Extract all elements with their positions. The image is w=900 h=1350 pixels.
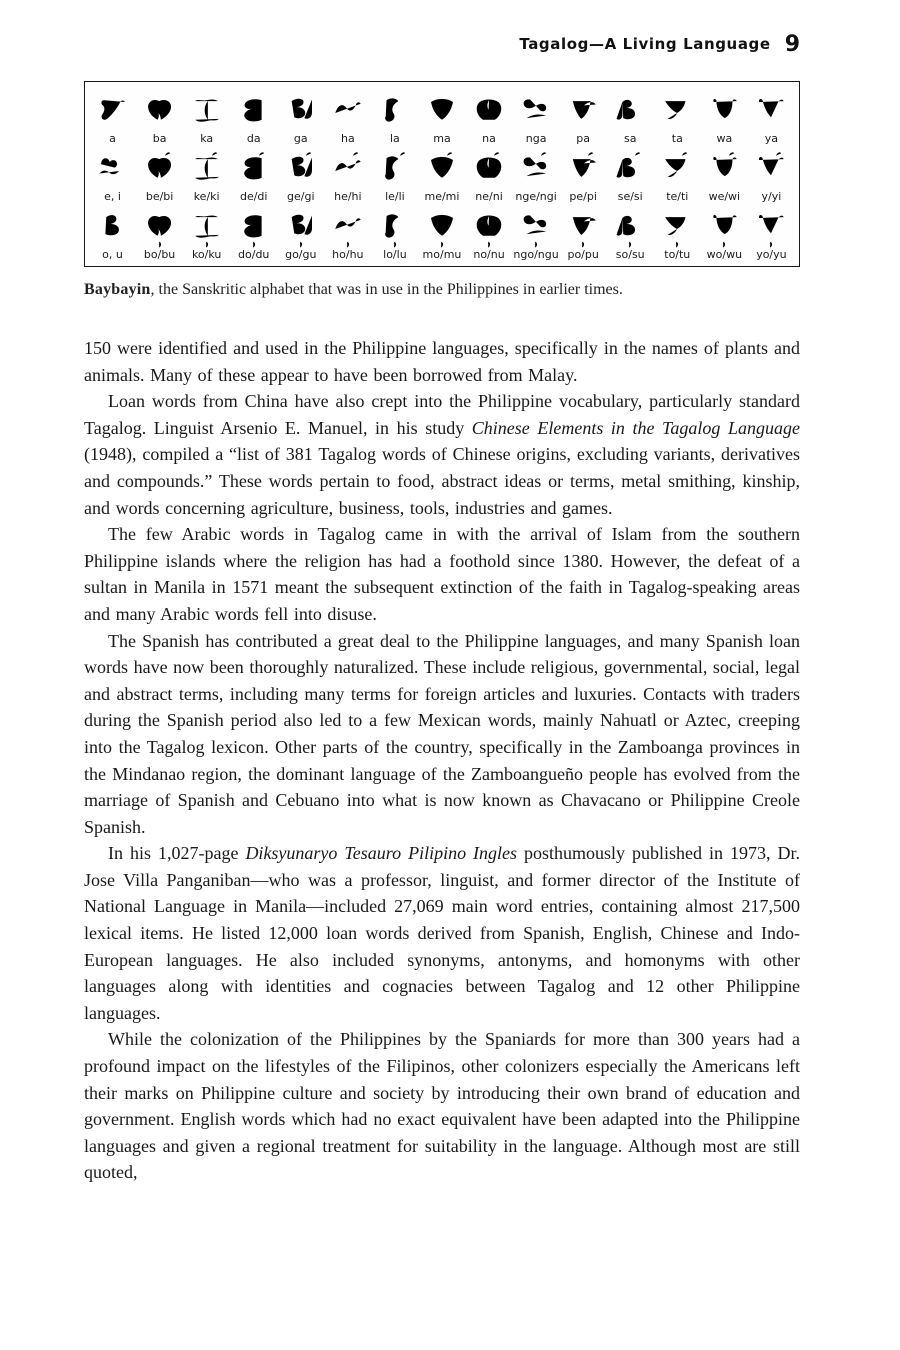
- glyph-label: ho/hu: [332, 248, 364, 261]
- baybayin-glyph-wa-icon: [705, 149, 743, 193]
- glyph-label: he/hi: [334, 190, 362, 203]
- baybayin-cell: [513, 91, 560, 149]
- baybayin-glyph-nga-icon: [517, 91, 555, 135]
- text-run: The Spanish has contributed a great deal to the Philippine languages, and many Spanish loan words have now been thoroughly naturalized. These include religious, governmental, social, legal and abstract terms, including many terms for foreign articles and luxuries. Contacts with traders during the Spanish period also led to a few Mexican words, mainly Nahuatl or Aztec, creeping into the Tagalog lexicon. Other parts of the country, specifically in the Zamboanga provinces in the Mindanao region, the dominant language of the Zamboangueño people has evolved from the marriage of Spanish and Cebuano into what is now known as Chavacano or Philippine Creole Spanish.: [84, 630, 800, 837]
- italic-title: Diksyunaryo Tesauro Pilipino Ingles: [245, 843, 518, 864]
- baybayin-glyph-ya-icon: [752, 207, 790, 251]
- baybayin-cell: [748, 149, 795, 207]
- glyph-label: bo/bu: [143, 248, 176, 261]
- baybayin-glyph-ka-icon: [188, 207, 226, 251]
- baybayin-glyph-la-icon: [376, 91, 414, 135]
- baybayin-glyph-na-icon: [470, 91, 508, 135]
- baybayin-glyph-o_u-icon: [94, 207, 132, 251]
- baybayin-cell: [183, 149, 230, 207]
- glyph-label: na: [482, 132, 496, 145]
- page-header: [84, 32, 800, 57]
- glyph-label: y/yi: [761, 190, 782, 203]
- glyph-label: nge/ngi: [515, 190, 557, 203]
- baybayin-cell: [560, 91, 607, 149]
- baybayin-cell: [607, 207, 654, 265]
- glyph-label: se/si: [617, 190, 643, 203]
- italic-title: Chinese Elements in the Tagalog Language: [471, 417, 800, 438]
- baybayin-cell: [654, 207, 701, 265]
- baybayin-row-3: [89, 207, 795, 265]
- glyph-label: be/bi: [145, 190, 174, 203]
- glyph-label: la: [390, 132, 400, 145]
- baybayin-glyph-da-icon: [235, 91, 273, 135]
- baybayin-cell: [466, 149, 513, 207]
- glyph-label: pa: [576, 132, 591, 145]
- baybayin-cell: [513, 207, 560, 265]
- baybayin-cell: [136, 207, 183, 265]
- glyph-label: ka: [200, 132, 214, 145]
- baybayin-glyph-pa-icon: [564, 207, 602, 251]
- baybayin-cell: [418, 149, 465, 207]
- paragraph: [84, 628, 800, 841]
- baybayin-glyph-pa-icon: [564, 91, 602, 135]
- glyph-label: e, i: [104, 190, 121, 203]
- baybayin-glyph-ta-icon: [658, 207, 696, 251]
- baybayin-cell: [324, 149, 371, 207]
- baybayin-glyph-nga-icon: [517, 149, 555, 193]
- glyph-label: wo/wu: [706, 248, 743, 261]
- glyph-label: le/li: [385, 190, 405, 203]
- baybayin-glyph-la-icon: [376, 149, 414, 193]
- baybayin-cell: [230, 149, 277, 207]
- baybayin-glyph-ba-icon: [141, 149, 179, 193]
- running-title: Tagalog—A Living Language: [519, 35, 771, 53]
- baybayin-cell: [607, 91, 654, 149]
- baybayin-glyph-wa-icon: [705, 207, 743, 251]
- baybayin-cell: [371, 207, 418, 265]
- glyph-label: sa: [623, 132, 637, 145]
- glyph-label: we/wi: [708, 190, 741, 203]
- baybayin-glyph-sa-icon: [611, 149, 649, 193]
- body-text: [84, 335, 800, 1186]
- baybayin-glyph-ka-icon: [188, 149, 226, 193]
- baybayin-glyph-ba-icon: [141, 207, 179, 251]
- baybayin-cell: [654, 149, 701, 207]
- glyph-label: mo/mu: [422, 248, 462, 261]
- baybayin-glyph-ta-icon: [658, 149, 696, 193]
- baybayin-glyph-na-icon: [470, 207, 508, 251]
- glyph-label: ngo/ngu: [513, 248, 559, 261]
- text-run: While the colonization of the Philippines by the Spaniards for more than 300 years had a profound impact on the lifestyles of the Filipinos, other colonizers especially the Americans left their marks on Philippine culture and society by introducing their own brand of education and government. English words which had no exact equivalent have been adapted into the Philippine languages and given a regional treatment for suitability in the language. Although most are still quoted,: [84, 1029, 800, 1183]
- baybayin-cell: [607, 149, 654, 207]
- baybayin-cell: [89, 149, 136, 207]
- glyph-label: so/su: [615, 248, 645, 261]
- baybayin-glyph-nga-icon: [517, 207, 555, 251]
- baybayin-glyph-la-icon: [376, 207, 414, 251]
- baybayin-glyph-sa-icon: [611, 91, 649, 135]
- glyph-label: a: [109, 132, 116, 145]
- glyph-label: yo/yu: [756, 248, 787, 261]
- text-run: The few Arabic words in Tagalog came in with the arrival of Islam from the southern Philippine islands where the religion has had a foothold since 1380. However, the defeat of a sultan in Manila in 1571 meant the subsequent extinction of the faith in Tagalog-speaking areas and many Arabic words fell into disuse.: [84, 524, 800, 624]
- baybayin-glyph-ga-icon: [282, 207, 320, 251]
- baybayin-glyph-ba-icon: [141, 91, 179, 135]
- glyph-label: te/ti: [666, 190, 689, 203]
- baybayin-row-1: [89, 91, 795, 149]
- baybayin-cell: [560, 207, 607, 265]
- baybayin-cell: [324, 207, 371, 265]
- caption-lead: Baybayin: [84, 281, 151, 298]
- baybayin-cell: [466, 91, 513, 149]
- baybayin-glyph-ma-icon: [423, 207, 461, 251]
- baybayin-glyph-ma-icon: [423, 91, 461, 135]
- baybayin-cell: [277, 149, 324, 207]
- page-number: 9: [784, 32, 800, 57]
- glyph-label: ko/ku: [191, 248, 222, 261]
- glyph-label: ta: [671, 132, 683, 145]
- glyph-label: do/du: [238, 248, 270, 261]
- baybayin-glyph-ga-icon: [282, 149, 320, 193]
- glyph-label: ne/ni: [475, 190, 503, 203]
- glyph-label: ge/gi: [287, 190, 315, 203]
- baybayin-glyph-da-icon: [235, 207, 273, 251]
- baybayin-glyph-a-icon: [94, 91, 132, 135]
- baybayin-glyph-ya-icon: [752, 91, 790, 135]
- baybayin-glyph-wa-icon: [705, 91, 743, 135]
- baybayin-cell: [89, 91, 136, 149]
- glyph-label: go/gu: [285, 248, 317, 261]
- baybayin-glyph-pa-icon: [564, 149, 602, 193]
- baybayin-glyph-na-icon: [470, 149, 508, 193]
- paragraph: [84, 388, 800, 521]
- baybayin-glyph-ha-icon: [329, 149, 367, 193]
- glyph-label: o, u: [102, 248, 123, 261]
- baybayin-glyph-sa-icon: [611, 207, 649, 251]
- baybayin-cell: [701, 91, 748, 149]
- baybayin-glyph-ka-icon: [188, 91, 226, 135]
- glyph-label: ha: [340, 132, 355, 145]
- text-run: (1948), compiled a “list of 381 Tagalog words of Chinese origins, excluding variants, derivatives and compounds.” These words pertain to food, abstract ideas or terms, metal smithing, kinship, and words concerning agriculture, business, tools, industries and games.: [84, 444, 800, 518]
- paragraph: [84, 840, 800, 1026]
- baybayin-glyph-ha-icon: [329, 91, 367, 135]
- baybayin-cell: [183, 207, 230, 265]
- baybayin-cell: [418, 207, 465, 265]
- glyph-label: po/pu: [567, 248, 599, 261]
- glyph-label: da: [246, 132, 261, 145]
- figure-caption: [84, 281, 800, 299]
- glyph-label: wa: [716, 132, 733, 145]
- text-run: posthumously published in 1973, Dr. Jose Villa Panganiban—who was a professor, linguist, and former director of the Institute of National Language in Manila—included 27,069 main word entries, containing almost 217,500 lexical items. He listed 12,000 loan words derived from Spanish, English, Chinese and Indo-European languages. He also included synonyms, antonyms, and homonyms with other languages along with identities and cognacies between Tagalog and 12 other Philippine languages.: [84, 843, 800, 1023]
- glyph-label: nga: [525, 132, 547, 145]
- baybayin-glyph-ta-icon: [658, 91, 696, 135]
- baybayin-row-2: [89, 149, 795, 207]
- baybayin-glyph-ga-icon: [282, 91, 320, 135]
- baybayin-cell: [230, 207, 277, 265]
- glyph-label: pe/pi: [569, 190, 597, 203]
- glyph-label: me/mi: [424, 190, 460, 203]
- baybayin-cell: [371, 91, 418, 149]
- baybayin-cell: [654, 91, 701, 149]
- baybayin-cell: [136, 91, 183, 149]
- text-run: Loan words from China have also crept into the Philippine vocabulary, particularly standard Tagalog. Linguist Arsenio E. Manuel, in his study: [84, 391, 800, 438]
- glyph-label: ma: [433, 132, 451, 145]
- baybayin-glyph-ya-icon: [752, 149, 790, 193]
- baybayin-cell: [277, 91, 324, 149]
- glyph-label: ga: [293, 132, 308, 145]
- baybayin-cell: [748, 91, 795, 149]
- baybayin-cell: [701, 207, 748, 265]
- baybayin-cell: [136, 149, 183, 207]
- glyph-label: ya: [764, 132, 779, 145]
- glyph-label: de/di: [239, 190, 268, 203]
- baybayin-cell: [89, 207, 136, 265]
- text-run: 150 were identified and used in the Philippine languages, specifically in the names of plants and animals. Many of these appear to have been borrowed from Malay.: [84, 338, 800, 385]
- paragraph: [84, 1026, 800, 1186]
- baybayin-glyph-ha-icon: [329, 207, 367, 251]
- glyph-label: lo/lu: [383, 248, 407, 261]
- baybayin-glyph-ma-icon: [423, 149, 461, 193]
- text-run: In his 1,027-page: [108, 843, 246, 864]
- baybayin-glyph-da-icon: [235, 149, 273, 193]
- glyph-label: no/nu: [473, 248, 505, 261]
- glyph-label: ba: [152, 132, 167, 145]
- glyph-label: to/tu: [664, 248, 691, 261]
- baybayin-cell: [324, 91, 371, 149]
- baybayin-cell: [701, 149, 748, 207]
- baybayin-cell: [230, 91, 277, 149]
- paragraph: [84, 335, 800, 388]
- baybayin-cell: [418, 91, 465, 149]
- baybayin-cell: [183, 91, 230, 149]
- baybayin-cell: [466, 207, 513, 265]
- baybayin-cell: [748, 207, 795, 265]
- baybayin-cell: [277, 207, 324, 265]
- baybayin-cell: [560, 149, 607, 207]
- caption-rest: , the Sanskritic alphabet that was in use in the Philippines in earlier times.: [150, 281, 623, 298]
- baybayin-glyph-e_i-icon: [94, 149, 132, 193]
- baybayin-cell: [513, 149, 560, 207]
- paragraph: [84, 521, 800, 627]
- baybayin-cell: [371, 149, 418, 207]
- glyph-label: ke/ki: [193, 190, 220, 203]
- baybayin-chart: [84, 81, 800, 267]
